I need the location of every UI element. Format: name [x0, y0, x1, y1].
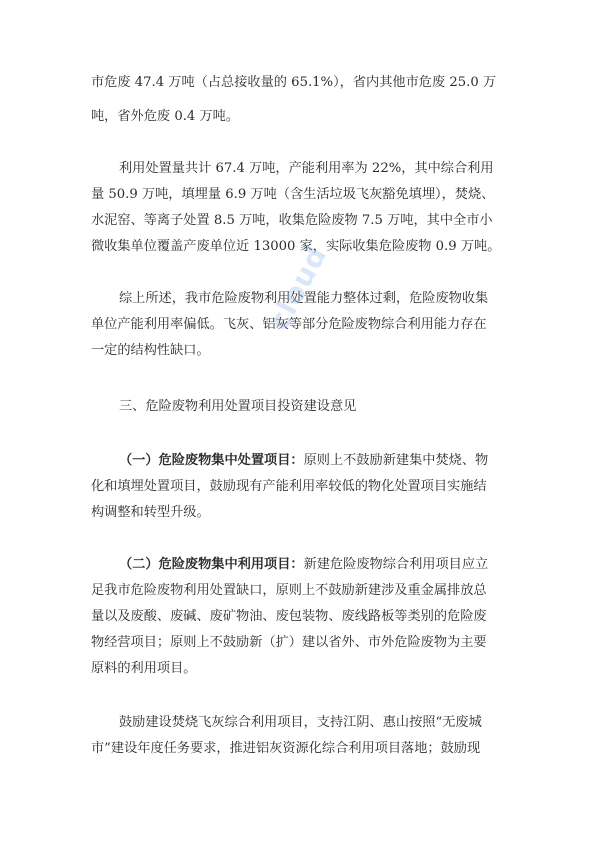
text-line — [119, 454, 488, 467]
text-line — [119, 558, 488, 571]
text-line: 一定的结构性缺口。 — [91, 343, 210, 358]
text-line: 原料的利用项目。 — [91, 661, 197, 676]
text-line: 市”建设年度任务要求，推进铝灰资源化综合利用项目落地；鼓励现 — [91, 741, 481, 756]
text-line: 鼓励建设焚烧飞灰综合利用项目，支持江阴、惠山按照“无废城 — [119, 715, 482, 730]
text-line: 利用处置量共计 67.4 万吨，产能利用率为 22%，其中综合利用 — [119, 161, 494, 176]
section-heading: 三、危险废物利用处置项目投资建设意见 — [119, 399, 357, 414]
text-line: 综上所述，我市危险废物利用处置能力整体过剩，危险废物收集 — [119, 291, 489, 306]
watermark: cloud — [262, 240, 334, 336]
subsection-text: 新建危险废物综合利用项目应立 — [303, 557, 489, 572]
text-line: 单位产能利用率偏低。飞灰、铝灰等部分危险废物综合利用能力存在 — [91, 317, 487, 332]
text-line: 物经营项目；原则上不鼓励新（扩）建以省外、市外危险废物为主要 — [91, 635, 487, 650]
text-line: 化和填埋处置项目，鼓励现有产能利用率较低的物化处置项目实施结 — [91, 479, 487, 494]
text-line: 量 50.9 万吨，填埋量 6.9 万吨（含生活垃圾飞灰豁免填埋），焚烧、 — [91, 187, 495, 202]
text-line: 微收集单位覆盖产废单位近 13000 家，实际收集危险废物 0.9 万吨。 — [91, 239, 501, 254]
subsection-text: 原则上不鼓励新建集中焚烧、物 — [303, 453, 489, 468]
subsection-title: （一）危险废物集中处置项目： — [119, 453, 304, 468]
text-line: 构调整和转型升级。 — [91, 505, 210, 520]
text-line: 足我市危险废物利用处置缺口，原则上不鼓励新建涉及重金属排放总 — [91, 583, 487, 598]
subsection-title: （二）危险废物集中利用项目： — [119, 557, 304, 572]
text-line: 量以及废酸、废碱、废矿物油、废包装物、废线路板等类别的危险废 — [91, 609, 487, 624]
text-line: 市危废 47.4 万吨（占总接收量的 65.1%），省内其他市危废 25.0 万 — [91, 75, 497, 90]
text-line: 水泥窑、等离子处置 8.5 万吨，收集危险废物 7.5 万吨，其中全市小 — [91, 213, 493, 228]
text-line: 吨，省外危废 0.4 万吨。 — [91, 109, 240, 124]
